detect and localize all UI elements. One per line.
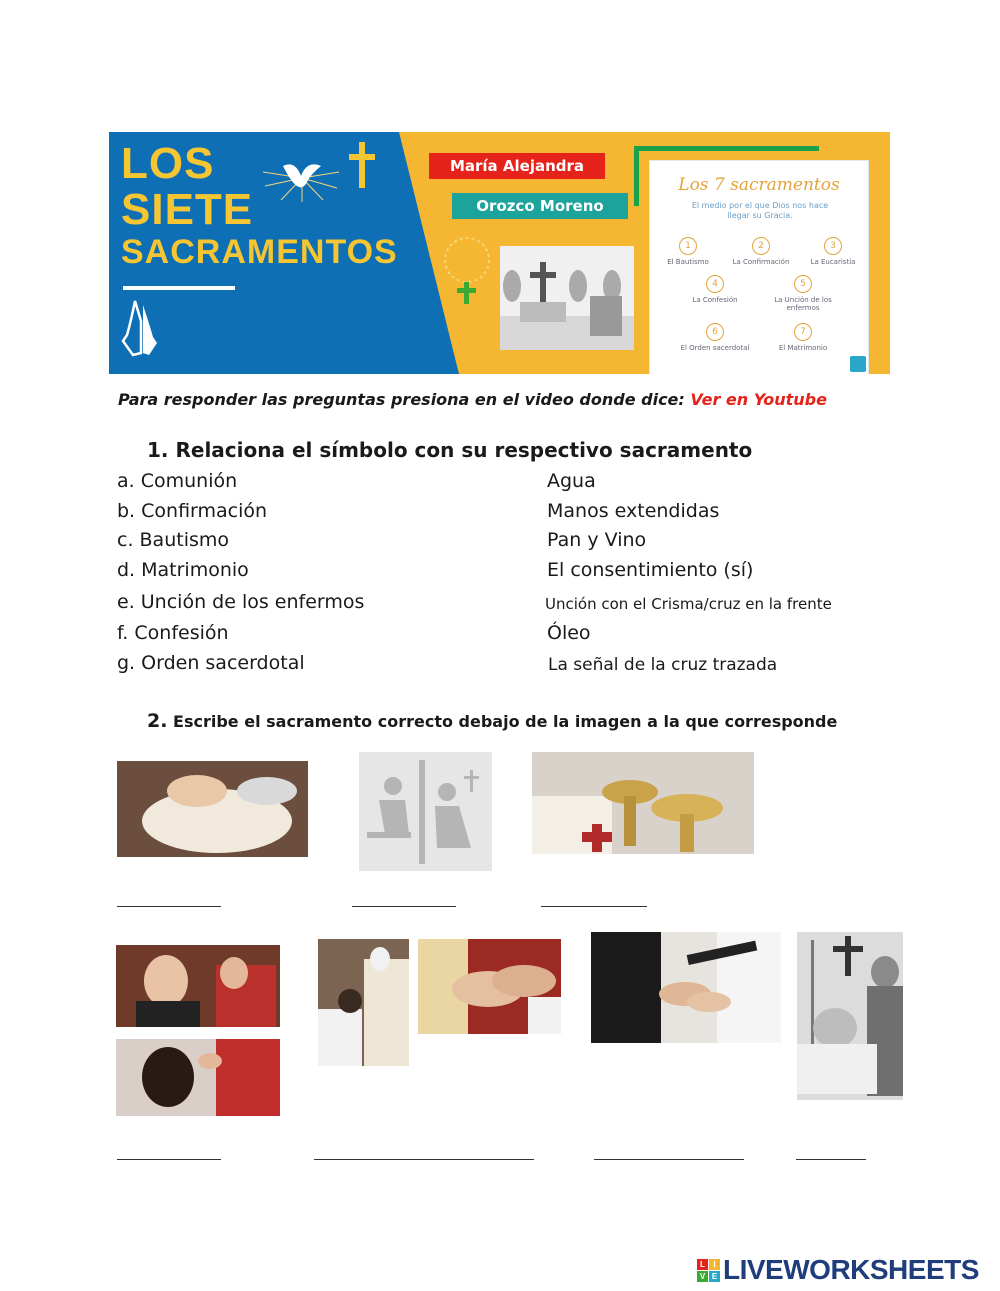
q1-right-item-3: Pan y Vino xyxy=(547,529,647,551)
author-first-name-tag: María Alejandra xyxy=(429,153,605,179)
praying-hands-icon xyxy=(119,297,161,359)
rosary-icon xyxy=(437,230,497,310)
answer-line-3[interactable] xyxy=(541,906,647,907)
author-last-name-tag: Orozco Moreno xyxy=(452,193,628,219)
question2-title xyxy=(147,710,837,732)
question2-text: Escribe el sacramento correcto debajo de la imagen a la que corresponde xyxy=(173,712,838,731)
card-sacrament-3: 3 La Eucaristía xyxy=(798,237,868,266)
instructions-text: Para responder las preguntas presiona en el video donde dice: xyxy=(118,390,691,409)
confession-illustration xyxy=(359,752,492,871)
question1-number: 1. xyxy=(147,438,169,462)
answer-line-1[interactable] xyxy=(117,906,221,907)
cross-icon xyxy=(345,140,379,190)
answer-line-4[interactable] xyxy=(117,1159,221,1160)
q1-left-item-f: f. Confesión xyxy=(117,622,229,644)
ordination-hands-photo xyxy=(418,939,561,1034)
instructions xyxy=(118,390,827,409)
card-subtitle: El medio por el que Dios nos hace llegar su Gracia. xyxy=(691,201,829,220)
liveworksheets-logo xyxy=(697,1255,979,1285)
q1-right-item-5: Unción con el Crisma/cruz en la frente xyxy=(545,595,832,613)
sacraments-card xyxy=(649,160,869,374)
youtube-link-text: Ver en Youtube xyxy=(690,390,827,409)
q1-left-item-a: a. Comunión xyxy=(117,470,238,492)
answer-line-5[interactable] xyxy=(314,1159,534,1160)
title-banner xyxy=(109,132,890,374)
q1-right-item-1: Agua xyxy=(547,470,596,492)
eucharist-chalices-photo xyxy=(532,752,754,854)
card-sacrament-2: 2 La Confirmación xyxy=(726,237,796,266)
q1-left-item-b: b. Confirmación xyxy=(117,500,268,522)
answer-line-6[interactable] xyxy=(594,1159,744,1160)
card-title: Los 7 sacramentos xyxy=(678,175,840,195)
anointing-sick-illustration xyxy=(797,932,903,1100)
banner-underline xyxy=(123,286,235,290)
confirmation-photo-2 xyxy=(116,1039,280,1116)
altar-illustration xyxy=(500,246,634,350)
marriage-rings-photo xyxy=(591,932,781,1043)
answer-line-2[interactable] xyxy=(352,906,456,907)
banner-title-siete: SIETE xyxy=(121,185,254,234)
logo-mark-icon: L I V E xyxy=(697,1259,720,1282)
card-sacrament-6: 6 El Orden sacerdotal xyxy=(680,323,750,352)
q1-right-item-2: Manos extendidas xyxy=(547,500,720,522)
banner-title-los: LOS xyxy=(121,139,215,188)
q1-left-item-d: d. Matrimonio xyxy=(117,559,249,581)
question1-text: Relaciona el símbolo con su respectivo sacramento xyxy=(175,438,753,462)
q1-right-item-6: Óleo xyxy=(547,622,591,644)
q1-right-item-7: La señal de la cruz trazada xyxy=(548,655,778,675)
answer-line-7[interactable] xyxy=(796,1159,866,1160)
question2-number: 2. xyxy=(147,710,168,732)
card-corner-logo-icon xyxy=(850,356,866,372)
confirmation-photo-1 xyxy=(116,945,280,1027)
card-sacrament-1: 1 El Bautismo xyxy=(653,237,723,266)
baptism-photo xyxy=(117,761,308,857)
q1-left-item-g: g. Orden sacerdotal xyxy=(117,652,305,674)
ordination-photo-1 xyxy=(318,939,409,1066)
logo-text: LIVEWORKSHEETS xyxy=(723,1254,979,1285)
q1-left-item-e: e. Unción de los enfermos xyxy=(117,591,365,613)
q1-right-item-4: El consentimiento (sí) xyxy=(547,559,754,581)
card-sacrament-4: 4 La Confesión xyxy=(680,275,750,304)
dove-icon xyxy=(261,152,343,204)
q1-left-item-c: c. Bautismo xyxy=(117,529,230,551)
question1-title xyxy=(147,438,752,462)
card-sacrament-7: 7 El Matrimonio xyxy=(768,323,838,352)
card-sacrament-5: 5 La Unción de los enfermos xyxy=(768,275,838,312)
banner-title-sacramentos: SACRAMENTOS xyxy=(121,233,398,271)
